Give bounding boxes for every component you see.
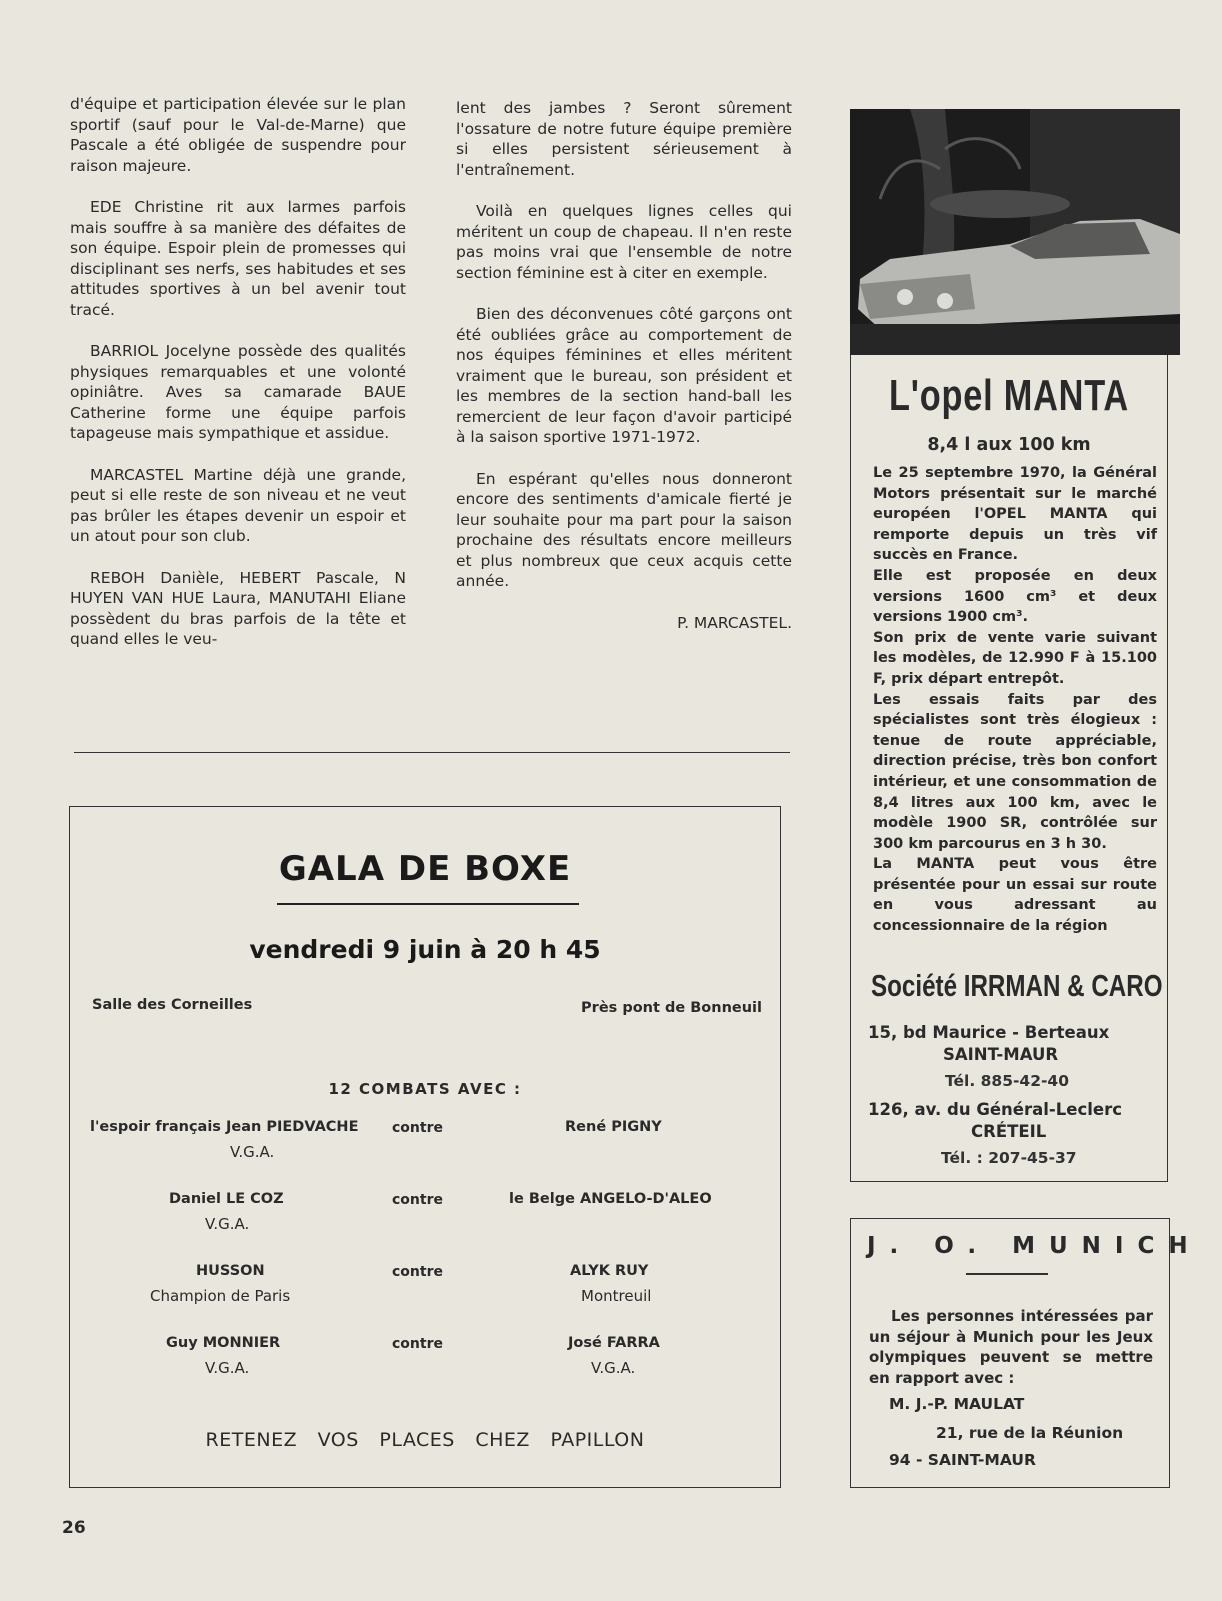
bout-vs: contre (392, 1192, 443, 1208)
ad-paragraph: Les essais faits par des spécialistes sont très élogieux : tenue de route appréciable, direction précise, très bon confort intérieur, et une consommation de 8,4 litres aux 100 km, avec le modèle 1900 SR, contrôlée sur 300 km parcourus en 3 h 30. (873, 691, 1157, 852)
bout-right-club: Montreuil (581, 1287, 652, 1305)
bout-left-club: V.G.A. (205, 1359, 250, 1377)
bout-vs: contre (392, 1120, 443, 1136)
article-column-left (70, 94, 406, 671)
bout-vs: contre (392, 1264, 443, 1280)
ad-heading: L'opel MANTA (889, 371, 1129, 420)
munich-heading: J. O. MUNICH (867, 1233, 1202, 1259)
divider (74, 752, 790, 753)
combats-heading: 12 COMBATS AVEC : (328, 1080, 522, 1098)
ad-paragraph: Elle est proposée en deux versions 1600 cm³ et deux versions 1900 cm³. (873, 567, 1157, 626)
article-column-right (456, 98, 792, 654)
gala-location: Près pont de Bonneuil (581, 1000, 762, 1016)
contact-city: 94 - SAINT-MAUR (889, 1451, 1036, 1469)
bout-left-club: Champion de Paris (150, 1287, 291, 1305)
dealer-phone: Tél. : 207-45-37 (941, 1149, 1077, 1167)
gala-title: GALA DE BOXE (278, 849, 572, 889)
dealer-address: 126, av. du Général-Leclerc (868, 1100, 1123, 1119)
paragraph: EDE Christine rit aux larmes parfois mais souffre à sa manière des défaites de son équipe. Espoir plein de promesses qui disciplinant ses nerfs, ses habitudes et ses attitudes sportives à un bel avenir tout tracé. (70, 198, 406, 319)
dealer-phone: Tél. 885-42-40 (945, 1072, 1069, 1090)
dealer-name: Société IRRMAN & CARO (871, 968, 1163, 1003)
ad-body (873, 463, 1157, 937)
bout-row (70, 1191, 780, 1251)
gala-date: vendredi 9 juin à 20 h 45 (249, 935, 601, 964)
paragraph: lent des jambes ? Seront sûrement l'ossature de notre future équipe première si elles persistent sérieusement à l'entraînement. (456, 99, 792, 179)
bout-left-fighter: Guy MONNIER (166, 1335, 281, 1351)
bout-row (70, 1119, 780, 1179)
car-photo (850, 109, 1180, 355)
signature: P. MARCASTEL. (677, 613, 792, 632)
dealer-city: CRÉTEIL (971, 1122, 1047, 1141)
paragraph: Bien des déconvenues côté garçons ont été oubliées grâce au comportement de nos équipes féminines et elles méritent vraiment que le bureau, son président et les membres de la section hand-ball les remercient de leur façon d'avoir participé à la saison sportive 1971-1972. (456, 305, 792, 446)
bout-left-fighter: Daniel LE COZ (169, 1191, 284, 1207)
gala-venue: Salle des Corneilles (92, 997, 253, 1013)
page-number: 26 (62, 1518, 86, 1538)
paragraph: BARRIOL Jocelyne possède des qualités physiques remarquables et une volonté opiniâtre. Aves sa camarade BAUE Catherine forme une équipe parfois tapageuse mais sympathique et assidue. (70, 342, 406, 442)
gala-boxe-box (69, 806, 781, 1488)
ad-paragraph: La MANTA peut vous être présentée pour un essai sur route en vous adressant au concessionnaire de la région (873, 856, 1157, 935)
bout-row (70, 1263, 780, 1323)
contact-street: 21, rue de la Réunion (936, 1424, 1124, 1442)
bout-left-club: V.G.A. (205, 1215, 250, 1233)
ad-paragraph: Le 25 septembre 1970, la Général Motors présentait sur le marché européen l'OPEL MANTA qui remporte depuis un très vif succès en France. (873, 465, 1157, 564)
munich-box (850, 1218, 1202, 1488)
munich-body: Les personnes intéressées par un séjour à Munich pour les Jeux olympiques peuvent se mettre en rapport avec : (869, 1307, 1153, 1387)
paragraph: REBOH Danièle, HEBERT Pascale, N HUYEN VAN HUE Laura, MANUTAHI Eliane possèdent du bras parfois de la tête et quand elles le veu- (70, 568, 406, 648)
contact-name: M. J.-P. MAULAT (889, 1395, 1025, 1413)
reservation-note: RETENEZ VOS PLACES CHEZ PAPILLON (205, 1429, 645, 1451)
dealer-city: SAINT-MAUR (943, 1045, 1059, 1064)
ad-subheading: 8,4 l aux 100 km (927, 435, 1091, 455)
bout-left-fighter: HUSSON (196, 1263, 265, 1279)
bout-right-fighter: ALYK RUY (570, 1263, 649, 1279)
paragraph: MARCASTEL Martine déjà une grande, peut si elle reste de son niveau et ne veut pas brûler les étapes devenir un espoir et un atout pour son club. (70, 465, 406, 545)
divider (966, 1273, 1048, 1275)
bout-left-club: V.G.A. (230, 1143, 275, 1161)
opel-manta-ad (850, 355, 1168, 1182)
bout-left-fighter: l'espoir français Jean PIEDVACHE (90, 1119, 359, 1135)
divider (277, 903, 579, 905)
bout-right-club: V.G.A. (591, 1359, 636, 1377)
ad-paragraph: Son prix de vente varie suivant les modèles, de 12.990 F à 15.100 F, prix départ entrepôt. (873, 629, 1157, 687)
paragraph: En espérant qu'elles nous donneront encore des sentiments d'amicale fierté je leur souhaite pour ma part pour la saison prochaine des résultats encore meilleurs et plus nombreux que ceux acquis cette année. (456, 469, 792, 590)
bout-right-fighter: José FARRA (568, 1335, 660, 1351)
bout-vs: contre (392, 1336, 443, 1352)
opel-manta-photo (850, 109, 1180, 355)
bout-right-fighter: René PIGNY (565, 1119, 662, 1135)
paragraph: Voilà en quelques lignes celles qui méritent un coup de chapeau. Il n'en reste pas moins vrai que l'ensemble de notre section féminine est à citer en exemple. (456, 202, 792, 282)
bout-row (70, 1335, 780, 1395)
paragraph: d'équipe et participation élevée sur le plan sportif (sauf pour le Val-de-Marne) que Pascale a été obligée de suspendre pour raison majeure. (70, 95, 406, 175)
bout-right-fighter: le Belge ANGELO-D'ALEO (509, 1191, 712, 1207)
dealer-address: 15, bd Maurice - Berteaux (868, 1023, 1110, 1042)
